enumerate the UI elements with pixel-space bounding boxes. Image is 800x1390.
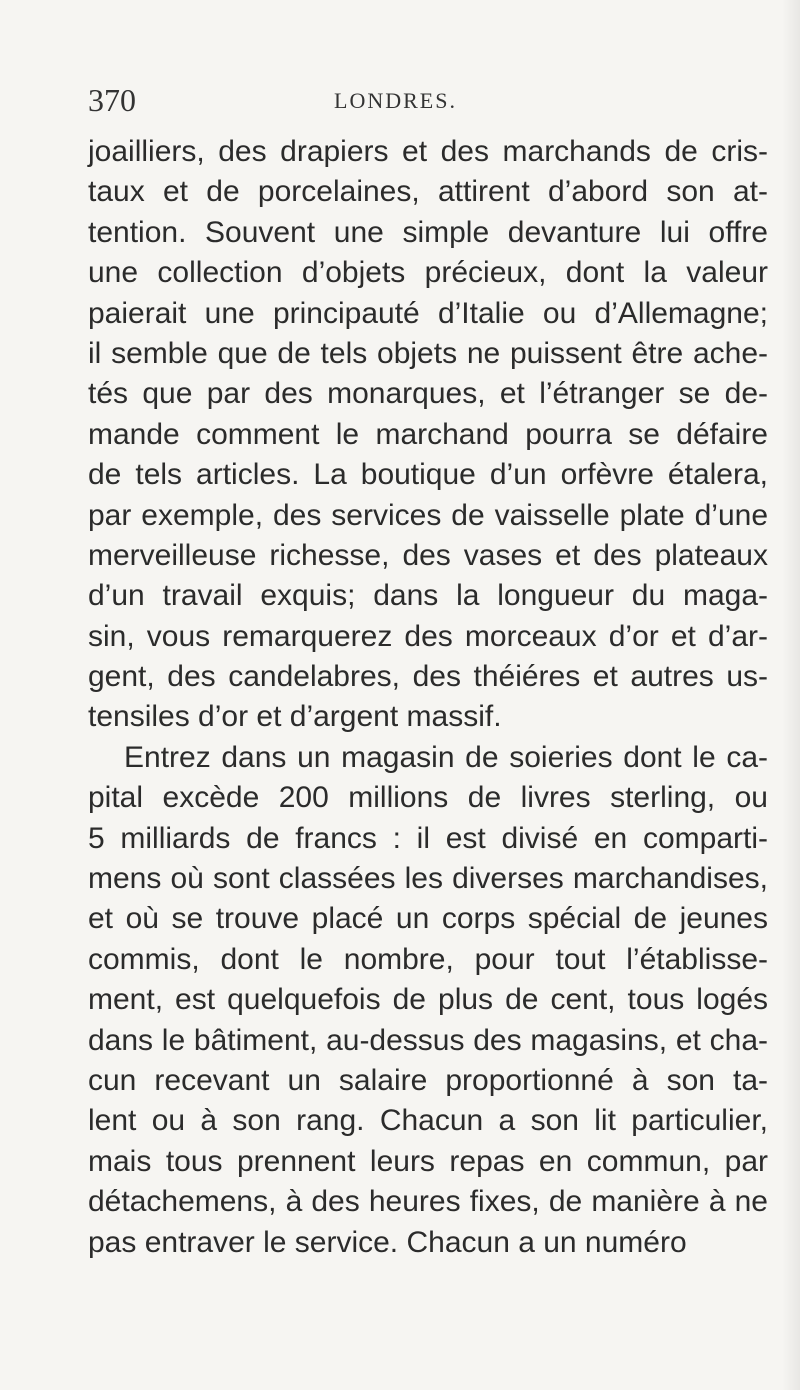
- text-line: merveilleuse richesse, des vases et des plateaux: [88, 538, 768, 572]
- running-head: [88, 80, 728, 120]
- text-line: 5 milliards de francs : il est divisé en comparti-: [88, 821, 768, 855]
- text-line: par exemple, des services de vaisselle plate d’une: [88, 498, 768, 532]
- text-line: pital excède 200 millions de livres sterling, ou: [88, 781, 768, 815]
- text-line: paierait une principauté d’Italie ou d’Allemagne;: [88, 296, 768, 330]
- text-line: mande comment le marchand pourra se défaire: [88, 417, 768, 451]
- text-line: ment, est quelquefois de plus de cent, tous logés: [88, 983, 768, 1017]
- text-line: une collection d’objets précieux, dont la valeur: [88, 256, 768, 290]
- text-line: gent, des candelabres, des théiéres et autres us-: [88, 660, 768, 694]
- text-line: mens où sont classées les diverses marchandises,: [88, 862, 768, 896]
- text-line: joailliers, des drapiers et des marchands de cris-: [88, 135, 768, 168]
- text-line: tés que par des monarques, et l’étranger se de-: [88, 377, 768, 411]
- text-line: il semble que de tels objets ne puissent être ache-: [88, 336, 768, 370]
- body-text: [88, 132, 768, 1263]
- text-line-paragraph-end: tensiles d’or et d’argent massif.: [88, 700, 502, 734]
- text-line: cun recevant un salaire proportionné à son ta-: [88, 1063, 768, 1097]
- text-line: détachemens, à des heures fixes, de manière à ne: [88, 1185, 768, 1219]
- text-line-paragraph-start: Entrez dans un magasin de soieries dont le ca-: [124, 740, 768, 774]
- text-line: tention. Souvent une simple devanture lui offre: [88, 215, 768, 249]
- page-gutter-shadow: [782, 0, 800, 1390]
- text-line: et où se trouve placé un corps spécial de jeunes: [88, 902, 768, 936]
- page-number: 370: [88, 82, 136, 118]
- text-line: d’un travail exquis; dans la longueur du maga-: [88, 579, 768, 613]
- text-line: taux et de porcelaines, attirent d’abord son at-: [88, 175, 768, 209]
- running-title: LONDRES.: [334, 88, 457, 113]
- text-line: de tels articles. La boutique d’un orfèvre étalera,: [88, 458, 768, 492]
- text-line: dans le bâtiment, au-dessus des magasins, et cha-: [88, 1023, 768, 1057]
- text-line: lent ou à son rang. Chacun a son lit particulier,: [88, 1104, 768, 1138]
- text-line: sin, vous remarquerez des morceaux d’or et d’ar-: [88, 619, 768, 653]
- text-line: commis, dont le nombre, pour tout l’établisse-: [88, 942, 768, 976]
- text-line: mais tous prennent leurs repas en commun, par: [88, 1144, 768, 1178]
- text-line: pas entraver le service. Chacun a un numéro: [88, 1225, 687, 1259]
